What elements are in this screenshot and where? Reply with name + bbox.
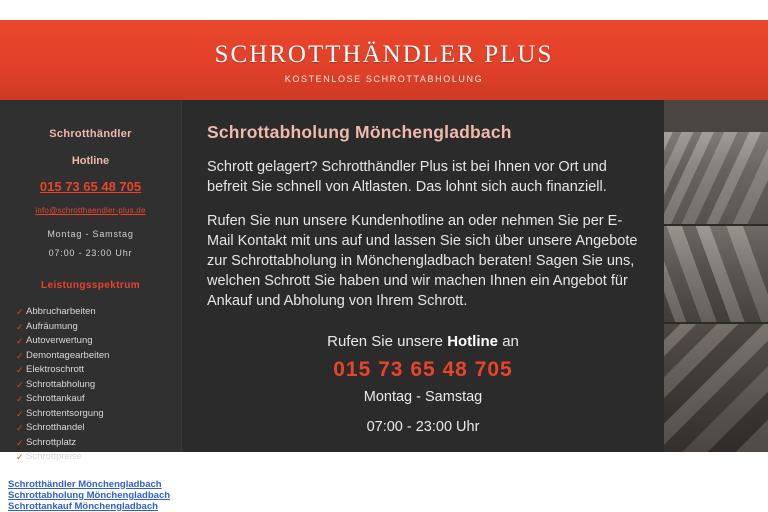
check-icon: ✓ [16,379,24,390]
sidebar-title: Schrotthändler [49,128,132,140]
list-item[interactable] [16,450,181,465]
cta-days: Montag - Samstag [363,389,483,405]
sidebar-link-schrottabholung-mg[interactable]: Schrottabholung Mönchengladbach [8,489,171,501]
sidebar-phone-link[interactable]: 015 73 65 48 705 [39,179,142,194]
list-item-label: Elektroschrott [26,364,85,375]
list-item-label: Autoverwertung [26,335,93,346]
sidebar-email-link[interactable]: info@schrotthaendler-plus.de [35,206,146,215]
check-icon: ✓ [16,365,24,375]
list-item-label: Aufräumung [26,320,78,332]
site-title: SCHROTTHÄNDLER PLUS [214,41,554,68]
list-item-label: Schrottabholung [26,378,96,390]
paragraph-intro: Schrott gelagert? Schrotthändler Plus ist bei Ihnen vor Ort und befreit Sie schnell von Altlasten. Das lohnt sich auch finanziell. [207,159,607,195]
sidebar-links [8,479,181,512]
list-item[interactable] [16,349,181,364]
check-icon: ✓ [16,307,24,317]
sidebar-hours-days: Montag - Samstag [47,229,134,239]
check-icon: ✓ [16,394,24,404]
list-item[interactable] [16,320,181,335]
list-item-label: Schrotthandel [26,422,85,433]
call-to-action [207,333,639,435]
sidebar-link-schrottankauf-mg[interactable]: Schrottankauf Mönchengladbach [8,500,158,512]
list-item-label: Schrottpreise [26,451,82,462]
list-item-label: Abbrucharbeiten [26,306,96,317]
sidebar-link-schrotthaendler-mg[interactable]: Schrotthändler Mönchengladbach [8,478,162,490]
site-header-inner [0,42,768,84]
check-icon: ✓ [16,350,24,361]
list-item[interactable] [16,436,181,451]
gallery-image-3 [664,324,768,452]
sidebar-hours-time: 07:00 - 23:00 Uhr [48,248,133,258]
cta-line [207,333,639,350]
gallery-divider [664,322,768,324]
paragraph-details: Rufen Sie nun unsere Kundenhotline an oder nehmen Sie per E-Mail Kontakt mit uns auf und lassen Sie sich über unsere Angebote zur Schrottabholung in Mönchengladbach beraten! Sagen Sie uns, welchen Schrott Sie haben und wir machen Ihnen ein Angebot für Ankauf und Abholung von Ihrem Schrott. [207,213,638,309]
photo-gallery [664,100,768,452]
sidebar-services-heading: Leistungsspektrum [40,280,141,291]
list-item[interactable] [16,334,181,349]
list-item-label: Schrottankauf [26,393,85,404]
main-content [183,100,663,452]
cta-prefix: Rufen Sie unsere [327,333,448,350]
list-item-label: Demontagearbeiten [26,349,110,361]
cta-phone-number[interactable]: 015 73 65 48 705 [333,358,513,381]
page-body [0,100,768,512]
site-subtitle: KOSTENLOSE SCHROTTABHOLUNG [284,74,484,85]
list-item[interactable] [16,305,181,320]
check-icon: ✓ [16,408,24,419]
cta-strong: Hotline [447,333,499,350]
list-item[interactable] [16,392,181,407]
gallery-divider [664,224,768,226]
check-icon: ✓ [16,437,24,448]
cta-suffix: an [498,333,519,350]
list-item[interactable] [16,378,181,393]
check-icon: ✓ [16,452,24,462]
sidebar-services-list [16,305,181,465]
list-item[interactable] [16,407,181,422]
gallery-image-2 [664,226,768,322]
check-icon: ✓ [16,423,24,433]
list-item[interactable] [16,363,181,378]
list-item-label: Schrottplatz [26,436,77,448]
site-header [0,20,768,100]
cta-hours: 07:00 - 23:00 Uhr [366,419,480,435]
list-item[interactable] [16,421,181,436]
page-title: Schrottabholung Mönchengladbach [207,122,512,142]
list-item-label: Schrottentsorgung [26,407,104,419]
check-icon: ✓ [16,336,24,346]
sidebar [0,100,182,512]
gallery-image-1 [664,132,768,224]
sidebar-hotline-label: Hotline [71,155,110,167]
check-icon: ✓ [16,321,24,332]
